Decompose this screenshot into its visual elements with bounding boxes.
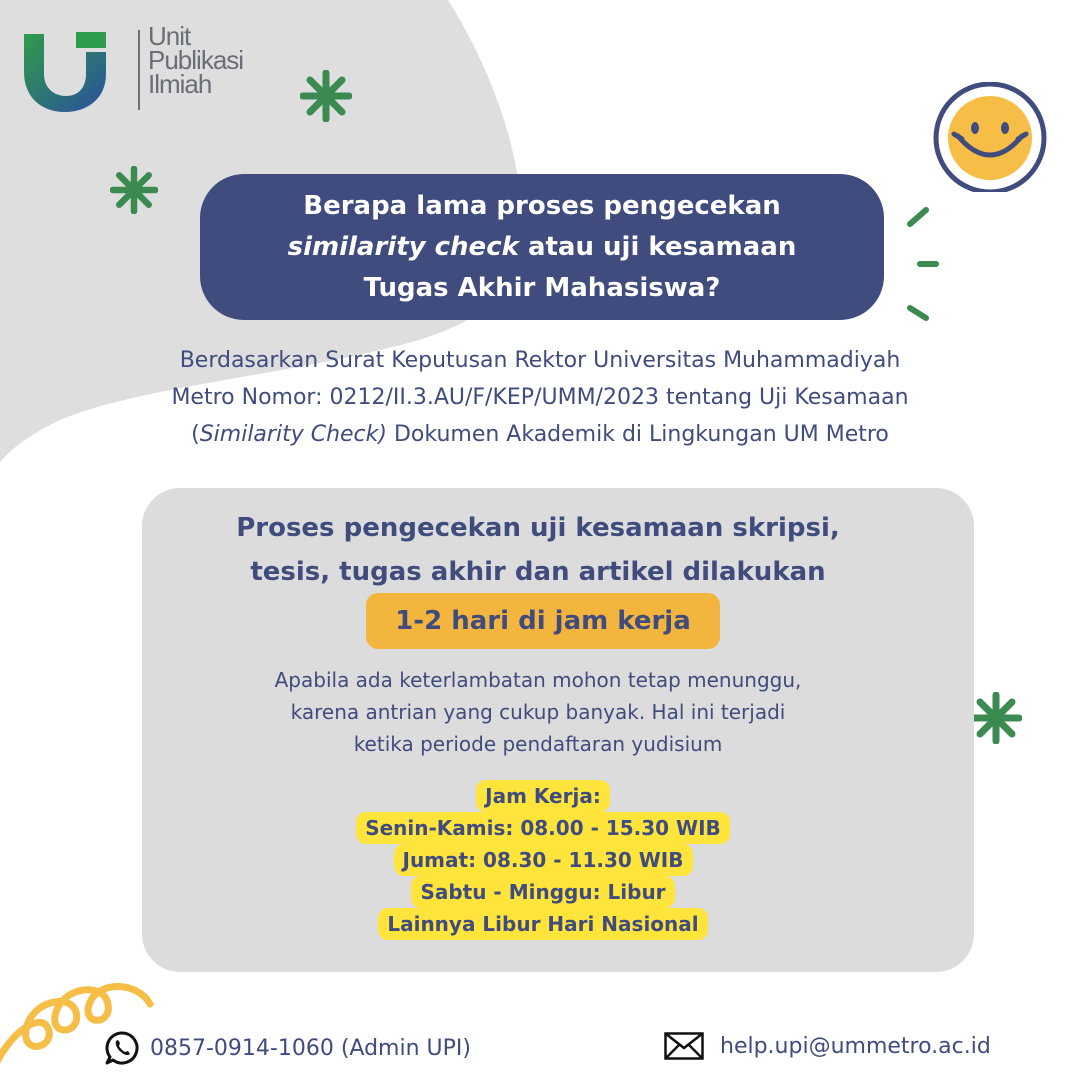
smiley-icon [930,82,1050,192]
hours-item: Jumat: 08.30 - 11.30 WIB [394,844,693,876]
contact-phone[interactable] [104,1028,471,1068]
intro-emphasis: Similarity Check) [199,422,387,447]
title-line-3: Tugas Akhir Mahasiswa? [363,272,721,303]
whatsapp-icon [104,1030,140,1066]
phone-number: 0857-0914-1060 (Admin UPI) [150,1035,471,1061]
logo-line-1: Unit [148,21,191,51]
logo-divider [138,30,140,110]
intro-text [110,342,970,453]
asterisk-icon [970,692,1022,744]
hours-item: Lainnya Libur Hari Nasional [378,908,707,940]
dash-lines-icon [900,200,950,330]
working-hours [142,780,944,940]
info-card [142,488,974,972]
title-line-2-rest: atau uji kesamaan [518,231,797,262]
duration-badge: 1-2 hari di jam kerja [366,593,720,649]
logo-line-3: Ilmiah [148,69,212,99]
note-line-1: Apabila ada keterlambatan mohon tetap menunggu, [274,668,802,692]
envelope-icon [664,1032,704,1060]
intro-line-3-rest: Dokumen Akademik di Lingkungan UM Metro [386,422,889,447]
hours-heading: Jam Kerja: [476,780,610,812]
page-title [288,186,797,309]
note-line-2: karena antrian yang cukup banyak. Hal ini terjadi [290,700,786,724]
intro-line-2: Metro Nomor: 0212/II.3.AU/F/KEP/UMM/2023 tentang Uji Kesamaan [171,385,909,410]
intro-line-3 [110,416,970,453]
contact-email[interactable] [664,1026,991,1066]
note-line-3: ketika periode pendaftaran yudisium [353,732,723,756]
logo-line-2: Publikasi [148,45,244,75]
email-address: help.upi@ummetro.ac.id [720,1033,991,1059]
hours-item: Senin-Kamis: 08.00 - 15.30 WIB [356,812,730,844]
delay-note [182,664,894,760]
intro-line-1: Berdasarkan Surat Keputusan Rektor Universitas Muhammadiyah [179,348,901,373]
card-heading-line-2: tesis, tugas akhir dan artikel dilakukan [250,557,826,587]
asterisk-icon [300,70,352,122]
asterisk-icon [110,166,158,214]
card-heading-line-1: Proses pengecekan uji kesamaan skripsi, [236,513,840,543]
title-line-2 [288,227,797,268]
title-emphasis: similarity check [287,231,519,262]
logo [22,21,252,114]
hours-item: Sabtu - Minggu: Libur [411,876,674,908]
title-line-1: Berapa lama proses pengecekan [303,190,781,221]
intro-paren: ( [191,422,200,447]
title-box [200,174,884,320]
card-heading [142,506,934,594]
logo-text [148,21,244,99]
logo-mark-icon [22,28,108,112]
